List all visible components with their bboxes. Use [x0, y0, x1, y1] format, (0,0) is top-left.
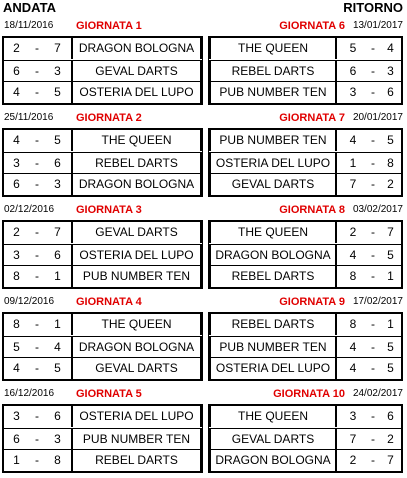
andata-giornata: GIORNATA 3 — [76, 204, 142, 216]
score-separator: - — [35, 85, 39, 100]
score-separator: - — [35, 155, 39, 170]
ritorno-score-home: 8 — [349, 317, 357, 331]
score-separator: - — [35, 225, 39, 239]
andata-score-home: 2 — [13, 225, 20, 239]
home-team: THE QUEEN — [71, 314, 202, 335]
round-block — [0, 201, 407, 293]
home-team: OSTERIA DEL LUPO — [71, 82, 202, 103]
andata-giornata: GIORNATA 1 — [76, 20, 142, 32]
andata-score-home: 6 — [13, 177, 20, 192]
ritorno-date: 03/02/2017 — [352, 204, 403, 215]
score-separator: - — [371, 247, 375, 262]
ritorno-giornata: GIORNATA 6 — [279, 20, 345, 32]
home-team: DRAGON BOLOGNA — [71, 38, 202, 59]
away-team: THE QUEEN — [209, 38, 337, 59]
ritorno-score-away: 2 — [387, 177, 394, 192]
matches-table — [2, 36, 403, 105]
ritorno-score-away: 8 — [387, 155, 394, 170]
andata-giornata: GIORNATA 4 — [76, 296, 142, 308]
score-separator: - — [371, 361, 375, 376]
away-team: REBEL DARTS — [209, 314, 337, 335]
matches-table — [2, 312, 403, 381]
round-block — [0, 109, 407, 201]
ritorno-score-away: 6 — [387, 409, 394, 423]
away-team: REBEL DARTS — [209, 266, 337, 287]
round-block — [0, 385, 407, 477]
ritorno-score-away: 4 — [387, 41, 394, 55]
away-team: PUB NUMBER TEN — [209, 337, 337, 358]
matches-table — [2, 128, 403, 197]
column-gap — [202, 404, 209, 473]
round-block — [0, 17, 407, 109]
home-team: DRAGON BOLOGNA — [71, 337, 202, 358]
ritorno-score-home: 8 — [349, 269, 357, 284]
andata-score-home: 8 — [13, 317, 20, 331]
ritorno-score-home: 7 — [349, 431, 357, 446]
ritorno-score-away: 6 — [387, 85, 394, 100]
ritorno-score-away: 7 — [387, 453, 394, 468]
ritorno-score-away: 3 — [387, 63, 394, 78]
score-separator: - — [371, 339, 375, 354]
andata-score-away: 8 — [54, 453, 61, 468]
away-team: DRAGON BOLOGNA — [209, 450, 337, 471]
score-separator: - — [35, 361, 39, 376]
andata-score-away: 3 — [54, 431, 61, 446]
score-separator: - — [35, 133, 39, 147]
andata-date: 09/12/2016 — [4, 296, 55, 307]
ritorno-score-away: 5 — [387, 247, 394, 262]
ritorno-score-away: 7 — [387, 225, 394, 239]
andata-score-away: 5 — [54, 133, 61, 147]
home-team: OSTERIA DEL LUPO — [71, 245, 202, 266]
score-separator: - — [35, 247, 39, 262]
away-team: GEVAL DARTS — [209, 174, 337, 195]
andata-score-home: 5 — [13, 339, 20, 354]
round-header — [0, 17, 407, 35]
score-separator: - — [371, 409, 375, 423]
ritorno-score-home: 7 — [349, 177, 357, 192]
home-team: THE QUEEN — [71, 130, 202, 151]
andata-score-away: 5 — [54, 361, 61, 376]
ritorno-score-away: 2 — [387, 431, 394, 446]
ritorno-giornata: GIORNATA 9 — [279, 296, 345, 308]
home-team: GEVAL DARTS — [71, 61, 202, 82]
andata-label: ANDATA — [3, 0, 56, 15]
home-team: GEVAL DARTS — [71, 222, 202, 243]
score-separator: - — [35, 269, 39, 284]
matches-table — [2, 404, 403, 473]
round-header — [0, 385, 407, 403]
column-gap — [202, 128, 209, 197]
score-separator: - — [35, 317, 39, 331]
away-team: THE QUEEN — [209, 406, 337, 427]
ritorno-giornata: GIORNATA 10 — [273, 388, 345, 400]
round-header — [0, 109, 407, 127]
ritorno-score-home: 6 — [349, 63, 357, 78]
ritorno-score-home: 1 — [349, 155, 357, 170]
andata-score-away: 6 — [54, 247, 61, 262]
andata-score-home: 2 — [13, 41, 20, 55]
andata-score-home: 1 — [13, 453, 20, 468]
away-team: THE QUEEN — [209, 222, 337, 243]
ritorno-score-home: 4 — [349, 247, 357, 262]
ritorno-score-home: 3 — [349, 85, 357, 100]
andata-score-home: 8 — [13, 269, 20, 284]
andata-score-away: 4 — [54, 339, 61, 354]
home-team: PUB NUMBER TEN — [71, 266, 202, 287]
ritorno-label: RITORNO — [343, 0, 403, 15]
ritorno-score-away: 5 — [387, 133, 394, 147]
ritorno-score-home: 2 — [349, 453, 357, 468]
home-team: OSTERIA DEL LUPO — [71, 406, 202, 427]
score-separator: - — [371, 155, 375, 170]
matches-table — [2, 220, 403, 289]
andata-score-home: 3 — [13, 247, 20, 262]
home-team: GEVAL DARTS — [71, 358, 202, 379]
ritorno-score-home: 4 — [349, 339, 357, 354]
home-team: REBEL DARTS — [71, 153, 202, 174]
ritorno-score-home: 2 — [349, 225, 357, 239]
score-separator: - — [371, 177, 375, 192]
schedule-header — [0, 0, 407, 16]
round-block — [0, 293, 407, 385]
score-separator: - — [371, 133, 375, 147]
score-separator: - — [35, 339, 39, 354]
score-separator: - — [35, 409, 39, 423]
ritorno-score-away: 5 — [387, 339, 394, 354]
ritorno-giornata: GIORNATA 8 — [279, 204, 345, 216]
andata-score-home: 6 — [13, 63, 20, 78]
round-header — [0, 201, 407, 219]
home-team: DRAGON BOLOGNA — [71, 174, 202, 195]
score-separator: - — [35, 63, 39, 78]
andata-score-away: 7 — [54, 41, 61, 55]
andata-score-away: 1 — [54, 317, 61, 331]
column-gap — [202, 36, 209, 105]
andata-giornata: GIORNATA 2 — [76, 112, 142, 124]
ritorno-date: 17/02/2017 — [352, 296, 403, 307]
home-team: PUB NUMBER TEN — [71, 429, 202, 450]
away-team: GEVAL DARTS — [209, 429, 337, 450]
column-gap — [202, 312, 209, 381]
andata-score-home: 6 — [13, 431, 20, 446]
score-separator: - — [35, 453, 39, 468]
score-separator: - — [371, 85, 375, 100]
ritorno-date: 13/01/2017 — [352, 20, 403, 31]
ritorno-score-away: 1 — [387, 317, 394, 331]
score-separator: - — [371, 317, 375, 331]
ritorno-score-home: 5 — [349, 41, 357, 55]
score-separator: - — [371, 41, 375, 55]
score-separator: - — [35, 431, 39, 446]
score-separator: - — [371, 225, 375, 239]
andata-score-away: 3 — [54, 177, 61, 192]
andata-date: 25/11/2016 — [4, 112, 54, 123]
away-team: PUB NUMBER TEN — [209, 82, 337, 103]
andata-date: 16/12/2016 — [4, 388, 55, 399]
away-team: REBEL DARTS — [209, 61, 337, 82]
ritorno-score-away: 1 — [387, 269, 394, 284]
ritorno-score-home: 4 — [349, 361, 357, 376]
andata-date: 02/12/2016 — [4, 204, 55, 215]
ritorno-date: 24/02/2017 — [352, 388, 403, 399]
andata-score-away: 3 — [54, 63, 61, 78]
score-separator: - — [35, 177, 39, 192]
score-separator: - — [371, 453, 375, 468]
andata-score-home: 4 — [13, 133, 20, 147]
score-separator: - — [371, 431, 375, 446]
score-separator: - — [35, 41, 39, 55]
andata-score-home: 4 — [13, 361, 20, 376]
ritorno-score-home: 4 — [349, 133, 357, 147]
andata-score-home: 3 — [13, 155, 20, 170]
andata-score-away: 6 — [54, 155, 61, 170]
column-gap — [202, 220, 209, 289]
away-team: OSTERIA DEL LUPO — [209, 153, 337, 174]
andata-score-away: 5 — [54, 85, 61, 100]
andata-score-away: 7 — [54, 225, 61, 239]
away-team: OSTERIA DEL LUPO — [209, 358, 337, 379]
away-team: DRAGON BOLOGNA — [209, 245, 337, 266]
round-header — [0, 293, 407, 311]
andata-score-away: 1 — [54, 269, 61, 284]
ritorno-date: 20/01/2017 — [352, 112, 403, 123]
ritorno-score-home: 3 — [349, 409, 357, 423]
away-team: PUB NUMBER TEN — [209, 130, 337, 151]
score-separator: - — [371, 269, 375, 284]
andata-giornata: GIORNATA 5 — [76, 388, 142, 400]
andata-score-away: 6 — [54, 409, 61, 423]
andata-date: 18/11/2016 — [4, 20, 54, 31]
ritorno-giornata: GIORNATA 7 — [279, 112, 345, 124]
andata-score-home: 4 — [13, 85, 20, 100]
score-separator: - — [371, 63, 375, 78]
andata-score-home: 3 — [13, 409, 20, 423]
ritorno-score-away: 5 — [387, 361, 394, 376]
home-team: REBEL DARTS — [71, 450, 202, 471]
